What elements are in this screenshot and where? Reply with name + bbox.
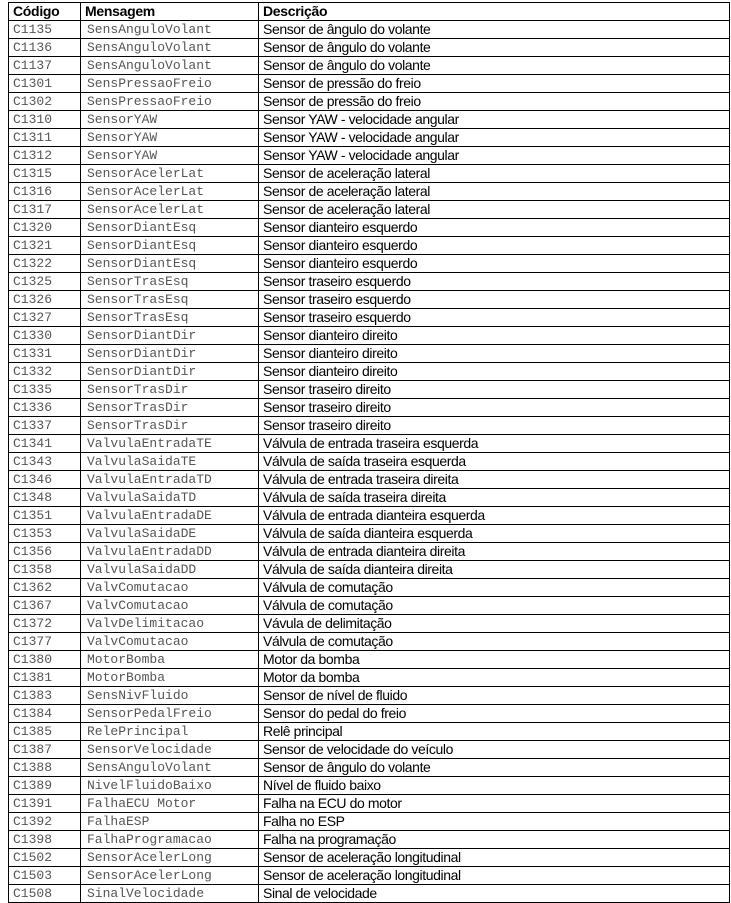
description-cell: Válvula de entrada dianteira esquerda [259,507,730,525]
message-cell: ValvDelimitacao [81,615,259,633]
table-row [9,381,730,399]
code-cell: C1320 [9,219,81,237]
description-cell: Sensor de nível de fluido [259,687,730,705]
message-cell: SensorTrasDir [81,399,259,417]
code-cell: C1362 [9,579,81,597]
message-cell: SensorVelocidade [81,741,259,759]
description-cell: Válvula de saída traseira direita [259,489,730,507]
table-row [9,741,730,759]
table-row [9,363,730,381]
message-cell: ValvulaEntradaTE [81,435,259,453]
table-row [9,777,730,795]
description-cell: Válvula de comutação [259,633,730,651]
table-row [9,489,730,507]
description-cell: Sensor dianteiro esquerdo [259,219,730,237]
code-cell: C1137 [9,57,81,75]
table-row [9,795,730,813]
description-cell: Sensor de pressão do freio [259,75,730,93]
message-cell: FalhaECU Motor [81,795,259,813]
code-cell: C1508 [9,885,81,903]
code-cell: C1135 [9,21,81,39]
message-cell: SensorTrasEsq [81,291,259,309]
table-row [9,291,730,309]
table-row [9,21,730,39]
description-cell: Sensor YAW - velocidade angular [259,147,730,165]
description-cell: Sensor de ângulo do volante [259,759,730,777]
code-cell: C1316 [9,183,81,201]
description-cell: Vávula de delimitação [259,615,730,633]
description-cell: Sensor traseiro esquerdo [259,273,730,291]
message-cell: FalhaESP [81,813,259,831]
description-cell: Sensor dianteiro esquerdo [259,255,730,273]
description-cell: Sensor dianteiro esquerdo [259,237,730,255]
description-cell: Válvula de comutação [259,579,730,597]
message-cell: SensorDiantEsq [81,255,259,273]
code-cell: C1311 [9,129,81,147]
table-row [9,651,730,669]
message-cell: ValvComutacao [81,597,259,615]
description-cell: Válvula de entrada traseira direita [259,471,730,489]
description-cell: Sensor de aceleração lateral [259,201,730,219]
description-cell: Sensor dianteiro direito [259,345,730,363]
table-row [9,273,730,291]
table-row [9,219,730,237]
table-row [9,759,730,777]
code-cell: C1381 [9,669,81,687]
message-cell: ValvulaSaidaTE [81,453,259,471]
code-cell: C1356 [9,543,81,561]
code-cell: C1351 [9,507,81,525]
message-cell: ValvComutacao [81,579,259,597]
table-row [9,39,730,57]
table-row [9,309,730,327]
message-cell: SensorAcelerLat [81,183,259,201]
code-cell: C1327 [9,309,81,327]
message-cell: SensAnguloVolant [81,39,259,57]
table-row [9,867,730,885]
table-row [9,399,730,417]
table-row [9,147,730,165]
code-cell: C1335 [9,381,81,399]
description-cell: Motor da bomba [259,669,730,687]
code-cell: C1384 [9,705,81,723]
header-code: Código [9,3,81,21]
description-cell: Sinal de velocidade [259,885,730,903]
code-cell: C1136 [9,39,81,57]
table-row [9,669,730,687]
code-cell: C1312 [9,147,81,165]
table-row [9,579,730,597]
code-cell: C1389 [9,777,81,795]
table-row [9,129,730,147]
code-cell: C1346 [9,471,81,489]
code-cell: C1331 [9,345,81,363]
description-cell: Válvula de saída traseira esquerda [259,453,730,471]
table-row [9,597,730,615]
message-cell: ValvulaSaidaDD [81,561,259,579]
message-cell: SensorAcelerLat [81,165,259,183]
message-cell: RelePrincipal [81,723,259,741]
message-cell: SensorTrasEsq [81,309,259,327]
message-cell: SensAnguloVolant [81,57,259,75]
code-cell: C1341 [9,435,81,453]
table-row [9,615,730,633]
code-cell: C1301 [9,75,81,93]
table-row [9,93,730,111]
table-row [9,561,730,579]
table-row [9,435,730,453]
code-cell: C1325 [9,273,81,291]
message-cell: FalhaProgramacao [81,831,259,849]
description-cell: Sensor de aceleração lateral [259,183,730,201]
table-row [9,201,730,219]
message-cell: SensorAcelerLong [81,849,259,867]
description-cell: Sensor traseiro esquerdo [259,291,730,309]
description-cell: Sensor de ângulo do volante [259,57,730,75]
message-cell: SensorAcelerLat [81,201,259,219]
header-message: Mensagem [81,3,259,21]
code-cell: C1315 [9,165,81,183]
code-cell: C1343 [9,453,81,471]
message-cell: SensAnguloVolant [81,759,259,777]
table-row [9,831,730,849]
description-cell: Válvula de entrada dianteira direita [259,543,730,561]
code-cell: C1367 [9,597,81,615]
header-row [9,3,730,21]
code-cell: C1353 [9,525,81,543]
code-cell: C1336 [9,399,81,417]
description-cell: Falha na ECU do motor [259,795,730,813]
table-row [9,543,730,561]
table-row [9,525,730,543]
code-cell: C1502 [9,849,81,867]
description-cell: Válvula de saída dianteira direita [259,561,730,579]
description-cell: Válvula de entrada traseira esquerda [259,435,730,453]
message-cell: ValvulaEntradaDD [81,543,259,561]
code-cell: C1388 [9,759,81,777]
message-cell: ValvComutacao [81,633,259,651]
message-cell: SensorTrasDir [81,381,259,399]
message-cell: NivelFluidoBaixo [81,777,259,795]
description-cell: Falha no ESP [259,813,730,831]
description-cell: Válvula de saída dianteira esquerda [259,525,730,543]
description-cell: Sensor traseiro direito [259,399,730,417]
description-cell: Falha na programação [259,831,730,849]
description-cell: Sensor de pressão do freio [259,93,730,111]
table-row [9,75,730,93]
code-cell: C1383 [9,687,81,705]
description-cell: Sensor YAW - velocidade angular [259,111,730,129]
code-cell: C1377 [9,633,81,651]
code-cell: C1380 [9,651,81,669]
table-row [9,345,730,363]
description-cell: Sensor do pedal do freio [259,705,730,723]
description-cell: Sensor de aceleração lateral [259,165,730,183]
description-cell: Sensor traseiro esquerdo [259,309,730,327]
table-row [9,885,730,903]
code-cell: C1398 [9,831,81,849]
message-cell: SensorPedalFreio [81,705,259,723]
code-cell: C1332 [9,363,81,381]
message-cell: SensorYAW [81,147,259,165]
description-cell: Sensor de aceleração longitudinal [259,849,730,867]
message-cell: SensPressaoFreio [81,75,259,93]
code-cell: C1330 [9,327,81,345]
description-cell: Sensor traseiro direito [259,417,730,435]
table-row [9,255,730,273]
message-cell: SensPressaoFreio [81,93,259,111]
code-cell: C1322 [9,255,81,273]
table-row [9,237,730,255]
table-row [9,633,730,651]
code-cell: C1503 [9,867,81,885]
code-cell: C1358 [9,561,81,579]
description-cell: Motor da bomba [259,651,730,669]
description-cell: Relê principal [259,723,730,741]
message-cell: ValvulaEntradaTD [81,471,259,489]
description-cell: Nível de fluido baixo [259,777,730,795]
message-cell: SensorDiantEsq [81,219,259,237]
header-description: Descrição [259,3,730,21]
table-row [9,471,730,489]
code-cell: C1392 [9,813,81,831]
description-cell: Sensor dianteiro direito [259,327,730,345]
table-row [9,165,730,183]
message-cell: SensorTrasEsq [81,273,259,291]
description-cell: Sensor traseiro direito [259,381,730,399]
message-cell: SensNivFluido [81,687,259,705]
message-cell: SensorTrasDir [81,417,259,435]
message-cell: MotorBomba [81,669,259,687]
message-cell: SensorAcelerLong [81,867,259,885]
table-row [9,327,730,345]
message-cell: ValvulaEntradaDE [81,507,259,525]
code-cell: C1391 [9,795,81,813]
table-row [9,111,730,129]
table-row [9,453,730,471]
description-cell: Sensor de ângulo do volante [259,39,730,57]
code-cell: C1310 [9,111,81,129]
code-cell: C1302 [9,93,81,111]
description-cell: Sensor de velocidade do veículo [259,741,730,759]
message-cell: SensorDiantDir [81,345,259,363]
message-cell: SensorDiantDir [81,363,259,381]
code-cell: C1348 [9,489,81,507]
table-row [9,849,730,867]
table-row [9,507,730,525]
message-cell: ValvulaSaidaTD [81,489,259,507]
description-cell: Sensor YAW - velocidade angular [259,129,730,147]
code-cell: C1326 [9,291,81,309]
message-cell: SensAnguloVolant [81,21,259,39]
message-cell: SensorYAW [81,129,259,147]
table-row [9,417,730,435]
table-row [9,813,730,831]
message-cell: SensorDiantDir [81,327,259,345]
code-cell: C1321 [9,237,81,255]
description-cell: Sensor de aceleração longitudinal [259,867,730,885]
message-cell: SinalVelocidade [81,885,259,903]
code-cell: C1387 [9,741,81,759]
description-cell: Sensor de ângulo do volante [259,21,730,39]
message-cell: MotorBomba [81,651,259,669]
message-cell: ValvulaSaidaDE [81,525,259,543]
code-cell: C1317 [9,201,81,219]
message-cell: SensorYAW [81,111,259,129]
table-row [9,183,730,201]
description-cell: Sensor dianteiro direito [259,363,730,381]
fault-code-table [8,2,730,903]
table-row [9,723,730,741]
message-cell: SensorDiantEsq [81,237,259,255]
table-row [9,705,730,723]
table-row [9,687,730,705]
description-cell: Válvula de comutação [259,597,730,615]
code-cell: C1337 [9,417,81,435]
table-row [9,57,730,75]
code-cell: C1385 [9,723,81,741]
code-cell: C1372 [9,615,81,633]
